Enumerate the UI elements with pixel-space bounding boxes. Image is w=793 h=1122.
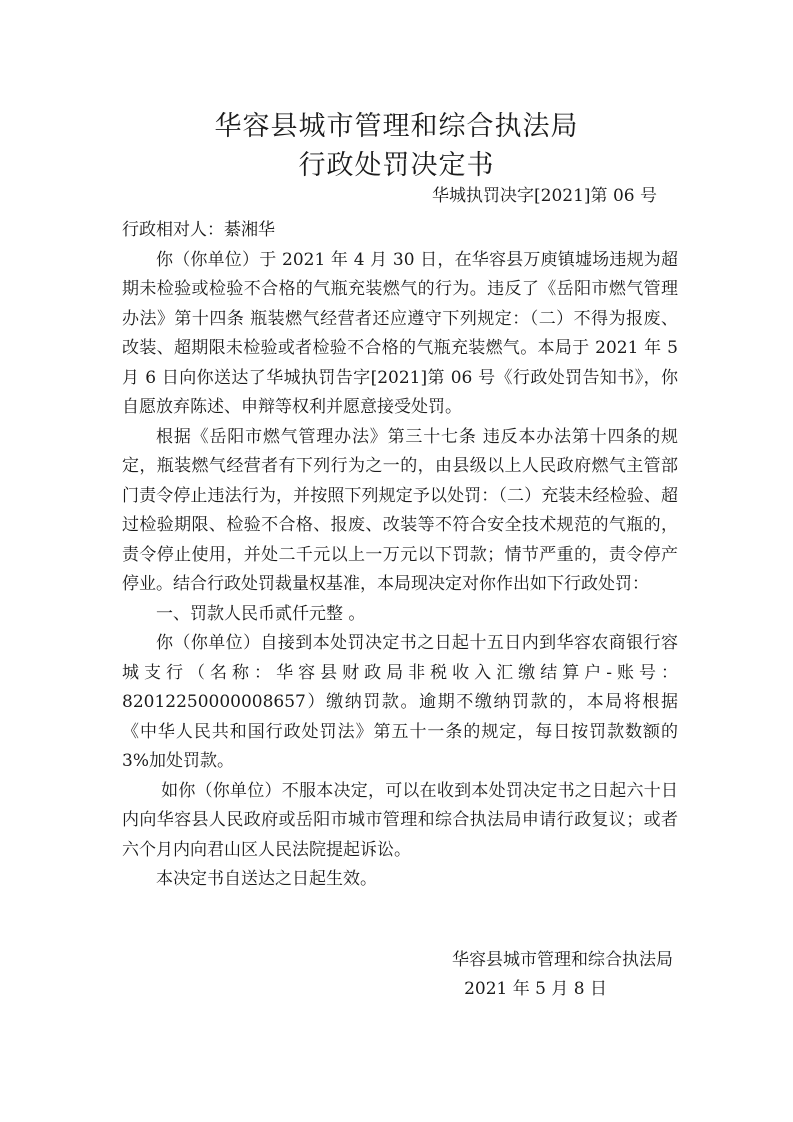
document-body (122, 216, 678, 895)
paragraph-payment: 你（你单位）自接到本处罚决定书之日起十五日内到华容农商银行容城支行（名称：华容县财政局非税收入汇缴结算户-账号：82012250000008657）缴纳罚款。逾期不缴纳罚款的，本局将根据《中华人民共和国行政处罚法》第五十一条的规定，每日按罚款数额的 3%加处罚款。 (122, 633, 678, 771)
signature-date: 2021 年 5 月 8 日 (464, 979, 607, 999)
paragraph-facts: 你（你单位）于 2021 年 4 月 30 日，在华容县万庾镇墟场违规为超期未检验或检验不合格的气瓶充装燃气的行为。违反了《岳阳市燃气管理办法》第十四条 瓶装燃气经营者还应遵守下列规定：（二）不得为报废、改装、超期限未检验或者检验不合格的气瓶充装燃气。本局于 2021 年 5 月 6 日向你送达了华城执罚告字[2021]第 06 号《行政处罚告知书》，你自愿放弃陈述、申辩等权利并愿意接受处罚。 (122, 249, 678, 417)
paragraph-effective: 本决定书自送达之日起生效。 (156, 869, 377, 889)
document-number: 华城执罚决字[2021]第 06 号 (432, 186, 657, 206)
document-title-line1: 华容县城市管理和综合执法局 (214, 111, 579, 142)
document-title-line2: 行政处罚决定书 (298, 150, 495, 181)
paragraph-appeal: 如你（你单位）不服本决定，可以在收到本处罚决定书之日起六十日内向华容县人民政府或岳阳市城市管理和综合执法局申请行政复议；或者六个月内向君山区人民法院提起诉讼。 (122, 780, 678, 860)
paragraph-legal-basis: 根据《岳阳市燃气管理办法》第三十七条 违反本办法第十四条的规定，瓶装燃气经营者有下列行为之一的，由县级以上人民政府燃气主管部门责令停止违法行为，并按照下列规定予以处罚：（二）充装未经检验、超过检验期限、检验不合格、报废、改装等不符合安全技术规范的气瓶的，责令停止使用，并处二千元以上一万元以下罚款；情节严重的，责令停产停业。结合行政处罚裁量权基准，本局现决定对你作出如下行政处罚： (122, 426, 678, 594)
party-line: 行政相对人：綦湘华 (122, 220, 275, 240)
paragraph-penalty: 一、罚款人民币贰仟元整 。 (156, 603, 366, 624)
signature-organization: 华容县城市管理和综合执法局 (452, 950, 673, 970)
